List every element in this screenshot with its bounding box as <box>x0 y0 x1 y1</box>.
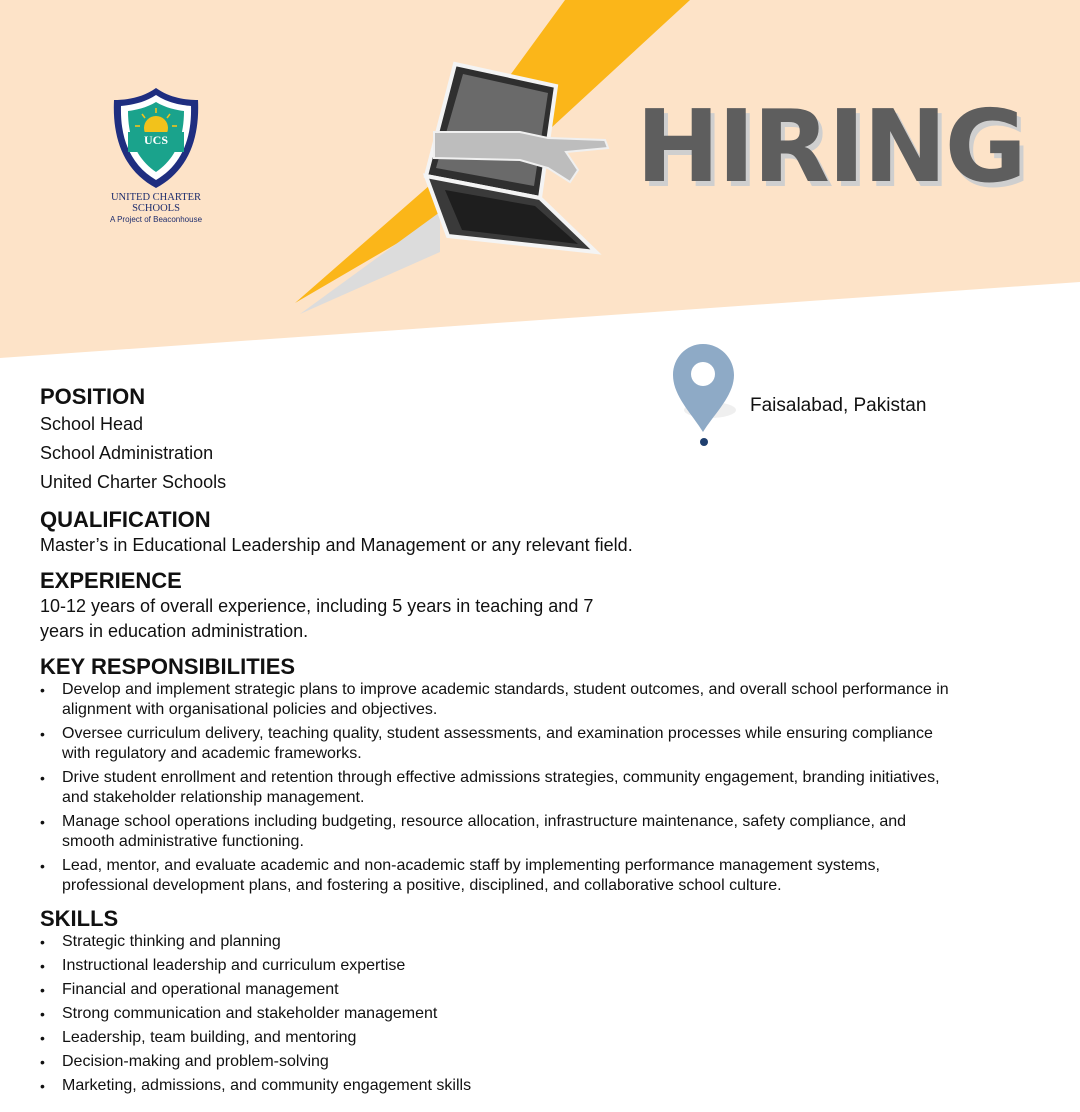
position-organization: United Charter Schools <box>40 472 227 492</box>
list-item: • Lead, mentor, and evaluate academic and non-academic staff by implementing performance management systems, professional development plans, and fostering a positive, disciplined, and collaborative school culture. <box>40 856 952 896</box>
location-text: Faisalabad, Pakistan <box>750 395 927 416</box>
qualification-heading: QUALIFICATION <box>40 507 211 532</box>
hiring-heading: HIRING <box>636 88 1025 205</box>
skills-heading: SKILLS <box>40 906 119 931</box>
position-heading: POSITION <box>40 384 146 409</box>
logo-school-name: UNITED CHARTER SCHOOLS <box>110 192 202 214</box>
ucs-logo <box>106 86 206 224</box>
qualification-text: Master’s in Educational Leadership and Management or any relevant field. <box>40 535 633 555</box>
list-item: • Marketing, admissions, and community engagement skills <box>40 1076 952 1096</box>
experience-heading: EXPERIENCE <box>40 568 182 593</box>
logo-initials: UCS <box>143 133 169 147</box>
list-item: • Drive student enrollment and retention through effective admissions strategies, community engagement, branding initiatives, and stakeholder relationship management. <box>40 768 952 808</box>
responsibilities-list <box>40 680 960 896</box>
list-item: • Instructional leadership and curriculum expertise <box>40 956 952 976</box>
list-item: • Leadership, team building, and mentoring <box>40 1028 952 1048</box>
experience-text: 10-12 years of overall experience, including 5 years in teaching and 7 years in education administration. <box>40 596 594 641</box>
shield-icon <box>110 86 202 190</box>
list-item: • Manage school operations including budgeting, resource allocation, infrastructure maintenance, safety compliance, and smooth administrative functioning. <box>40 812 952 852</box>
list-item: • Develop and implement strategic plans to improve academic standards, student outcomes, and overall school performance in alignment with organisational policies and objectives. <box>40 680 952 720</box>
job-details <box>40 384 960 1100</box>
list-item: • Strategic thinking and planning <box>40 932 952 952</box>
position-title: School Head <box>40 414 144 434</box>
position-department: School Administration <box>40 443 214 463</box>
list-item: • Decision-making and problem-solving <box>40 1052 952 1072</box>
skills-list <box>40 932 960 1096</box>
responsibilities-heading: KEY RESPONSIBILITIES <box>40 654 296 679</box>
list-item: • Strong communication and stakeholder management <box>40 1004 952 1024</box>
logo-tagline: A Project of Beaconhouse <box>109 215 203 224</box>
list-item: • Financial and operational management <box>40 980 952 1000</box>
list-item: • Oversee curriculum delivery, teaching quality, student assessments, and examination processes while ensuring compliance with regulatory and academic frameworks. <box>40 724 952 764</box>
